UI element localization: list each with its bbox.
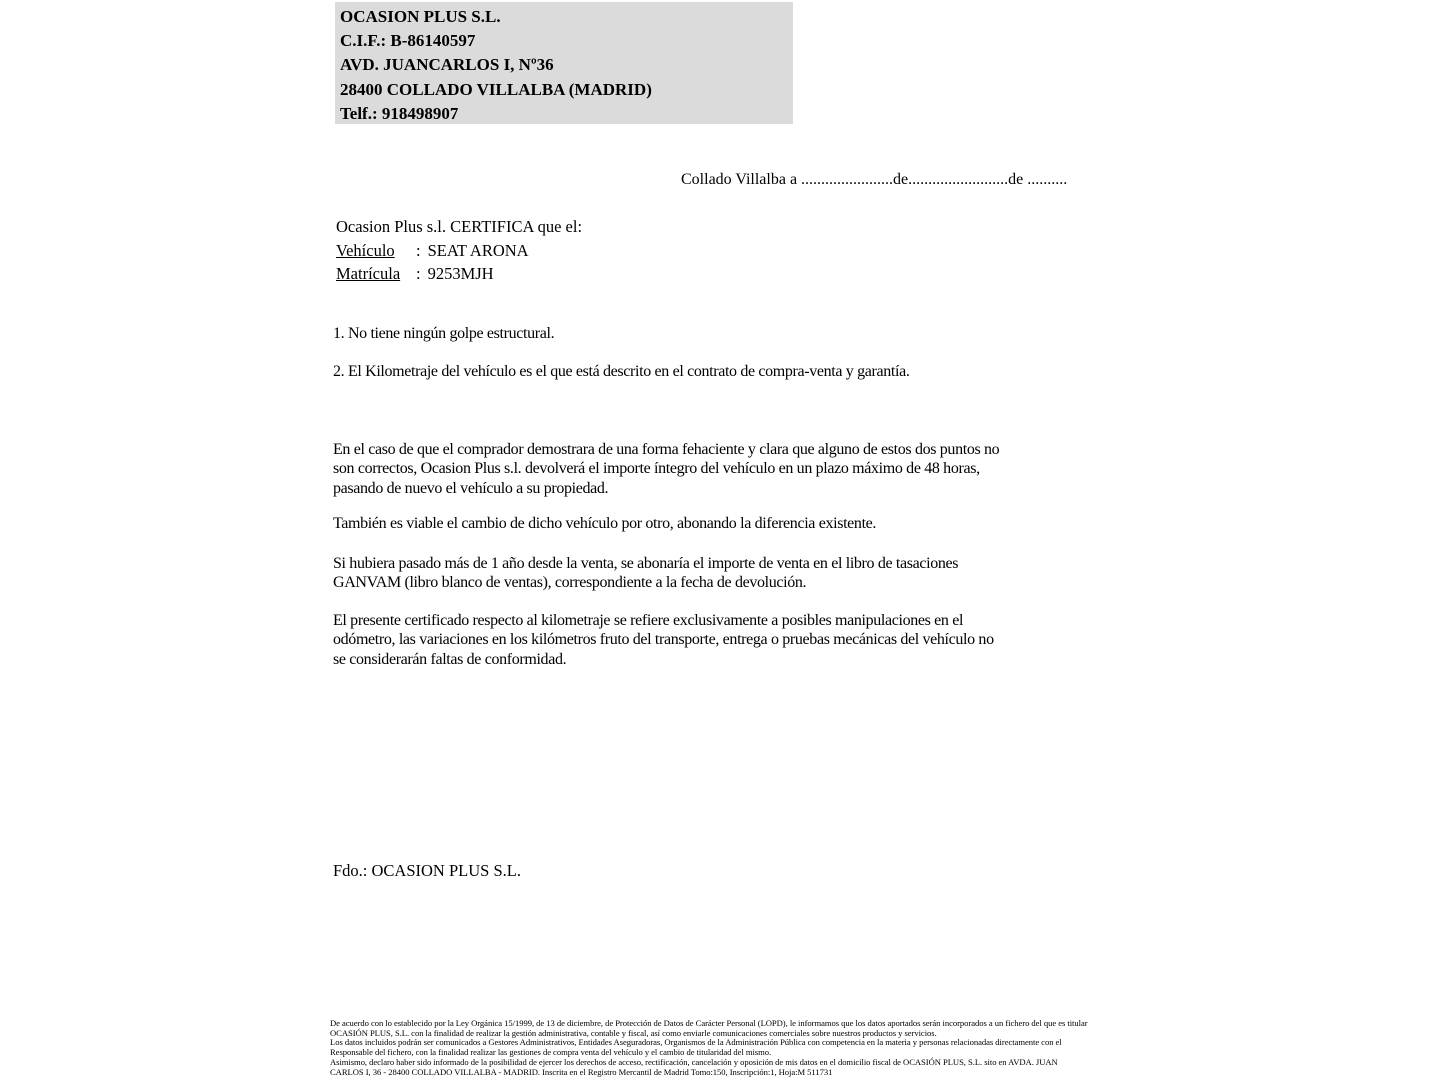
paragraph-line: son correctos, Ocasion Plus s.l. devolverá el importe íntegro del vehículo en un plazo máximo de 48 horas, [333,460,980,478]
legal-footer-line: OCASIÓN PLUS, S.L. con la finalidad de realizar la gestión administrativa, contable y fiscal, así como enviarle comunicaciones comerciales sobre nuestros productos y servicios. [330,1027,937,1038]
paragraph-refund-terms [333,440,999,498]
paragraph-line: odómetro, las variaciones en los kilómetros fruto del transporte, entrega o pruebas mecánicas del vehículo no [333,631,994,649]
legal-footer-line: Responsable del fichero, con la finalidad realizar las gestiones de compra venta del vehículo y el cambio de titularidad del mismo. [330,1047,772,1058]
company-city: 28400 COLLADO VILLALBA (MADRID) [340,79,652,99]
paragraph-line: pasando de nuevo el vehículo a su propiedad. [333,479,609,497]
company-header-box [335,2,793,124]
vehicle-field-value: SEAT ARONA [427,240,529,260]
plate-field-label: Matrícula [336,264,401,284]
paragraph-line: se considerarán faltas de conformidad. [333,650,567,668]
company-name: OCASION PLUS S.L. [340,7,501,26]
legal-footer-line: CARLOS I, 36 - 28400 COLLADO VILLALBA - MADRID. Inscrita en el Registro Mercantil de Madrid Tomo:150, Inscripción:1, Hoja:M 511731 [330,1066,833,1077]
numbered-item-1: 1. No tiene ningún golpe estructural. [333,325,555,342]
vehicle-field-separator: : [416,240,421,260]
numbered-item-2: 2. El Kilometraje del vehículo es el que está descrito en el contrato de compra-venta y garantía. [333,363,910,380]
legal-footer-line: Los datos incluidos podrán ser comunicados a Gestores Administrativos, Entidades Aseguradoras, Organismos de la Administración Pública con competencia en la materia y personas relacionadas directamente con el [330,1037,1062,1048]
date-line: Collado Villalba a .......................de.........................de .......... [681,171,1068,188]
paragraph-line: En el caso de que el comprador demostrara de una forma fehaciente y clara que alguno de estos dos puntos no [333,441,1000,458]
paragraph-line: El presente certificado respecto al kilometraje se refiere exclusivamente a posibles manipulaciones en el [333,612,964,629]
paragraph-mileage-disclaimer [333,611,994,669]
plate-field-row [336,262,582,286]
paragraph-ganvam-valuation [333,554,958,593]
legal-footer-line: De acuerdo con lo establecido por la Ley Orgánica 15/1999, de 13 de diciembre, de Protección de Datos de Carácter Personal (LOPD), le informamos que los datos aportados serán incorporados a un fichero del que es titular [330,1018,1088,1028]
company-phone: Telf.: 918498907 [340,103,459,123]
company-cif: C.I.F.: B-86140597 [340,31,476,51]
paragraph-line: Si hubiera pasado más de 1 año desde la venta, se abonaría el importe de venta en el libro de tasaciones [333,555,959,572]
company-address: AVD. JUANCARLOS I, Nº36 [340,55,554,75]
vehicle-field-row [336,239,582,263]
paragraph-exchange-option [333,514,876,533]
plate-field-separator: : [416,264,421,284]
legal-footer [330,1019,1110,1077]
plate-field-value: 9253MJH [427,264,494,284]
vehicle-field-label: Vehículo [336,240,395,260]
signature-line: Fdo.: OCASION PLUS S.L. [333,861,521,880]
paragraph-line: También es viable el cambio de dicho vehículo por otro, abonando la diferencia existente. [333,515,877,532]
certification-block [336,215,582,286]
paragraph-line: GANVAM (libro blanco de ventas), correspondiente a la fecha de devolución. [333,574,807,592]
legal-footer-line: Asimismo, declaro haber sido informado de la posibilidad de ejercer los derechos de acceso, rectificación, cancelación y oposición de mis datos en el domicilio fiscal de OCASIÓN PLUS, S.L. sito en AVDA. JUAN [330,1056,1058,1067]
certifies-intro: Ocasion Plus s.l. CERTIFICA que el: [336,217,583,236]
